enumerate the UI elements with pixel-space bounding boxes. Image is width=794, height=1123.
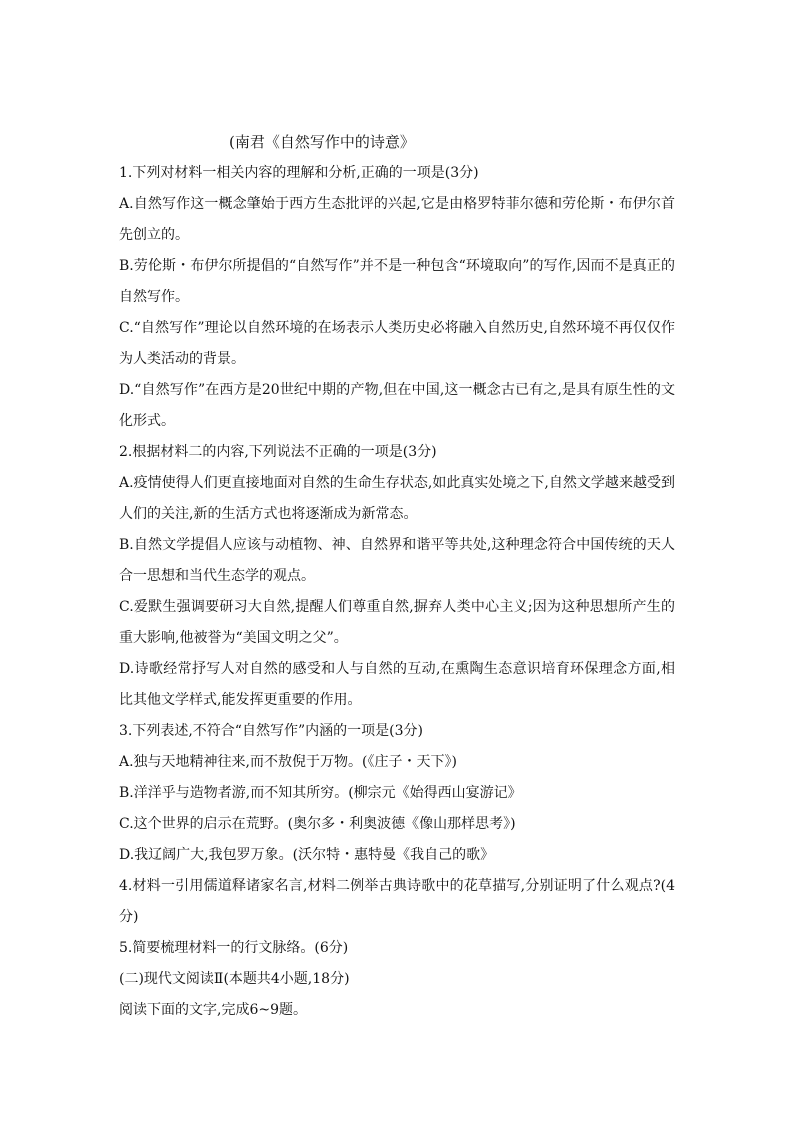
question-2-option-d: D.诗歌经常抒写人对自然的感受和人与自然的互动,在熏陶生态意识培育环保理念方面,相比其他文学样式,能发挥更重要的作用。 <box>119 661 675 708</box>
question-2-option-a: A.疫情使得人们更直接地面对自然的生命生存状态,如此真实处境之下,自然文学越来越受到人们的关注,新的生活方式也将逐渐成为新常态。 <box>119 475 675 522</box>
source-citation: (南君《自然写作中的诗意》 <box>229 133 415 151</box>
question-1-option-b: B.劳伦斯・布伊尔所提倡的“自然写作”并不是一种包含“环境取向”的写作,因而不是真正的自然写作。 <box>119 258 675 305</box>
question-4: 4.材料一引用儒道释诸家名言,材料二例举古典诗歌中的花草描写,分别证明了什么观点?(4分) <box>119 878 675 925</box>
question-2-stem: 2.根据材料二的内容,下列说法不正确的一项是(3分) <box>119 444 437 460</box>
question-3-option-b: B.洋洋乎与造物者游,而不知其所穷。(柳宗元《始得西山宴游记》 <box>119 785 522 801</box>
question-1-option-d: D.“自然写作”在西方是20世纪中期的产物,但在中国,这一概念古已有之,是具有原生性的文化形式。 <box>119 382 675 429</box>
question-3-stem: 3.下列表述,不符合“自然写作”内涵的一项是(3分) <box>119 723 423 739</box>
question-3-option-d: D.我辽阔广大,我包罗万象。(沃尔特・惠特曼《我自己的歌》 <box>119 847 495 863</box>
section-heading: (二)现代文阅读Ⅱ(本题共4小题,18分) <box>119 971 350 987</box>
document-page <box>119 127 675 1026</box>
question-2-option-c: C.爱默生强调要研习大自然,提醒人们尊重自然,摒弃人类中心主义;因为这种思想所产生的重大影响,他被誉为“美国文明之父”。 <box>119 599 675 646</box>
reading-instruction: 阅读下面的文字,完成6~9题。 <box>119 1002 307 1018</box>
question-1-option-c: C.“自然写作”理论以自然环境的在场表示人类历史必将融入自然历史,自然环境不再仅仅作为人类活动的背景。 <box>119 320 675 367</box>
question-1-stem: 1.下列对材料一相关内容的理解和分析,正确的一项是(3分) <box>119 165 479 181</box>
question-1-option-a: A.自然写作这一概念肇始于西方生态批评的兴起,它是由格罗特菲尔德和劳伦斯・布伊尔首先创立的。 <box>119 196 675 243</box>
question-5: 5.简要梳理材料一的行文脉络。(6分) <box>119 940 349 956</box>
question-2-option-b: B.自然文学提倡人应该与动植物、神、自然界和谐平等共处,这种理念符合中国传统的天人合一思想和当代生态学的观点。 <box>119 537 675 584</box>
question-3-option-c: C.这个世界的启示在荒野。(奥尔多・利奥波德《像山那样思考》) <box>119 816 516 832</box>
question-3-option-a: A.独与天地精神往来,而不敖倪于万物。(《庄子・天下》) <box>119 754 457 770</box>
